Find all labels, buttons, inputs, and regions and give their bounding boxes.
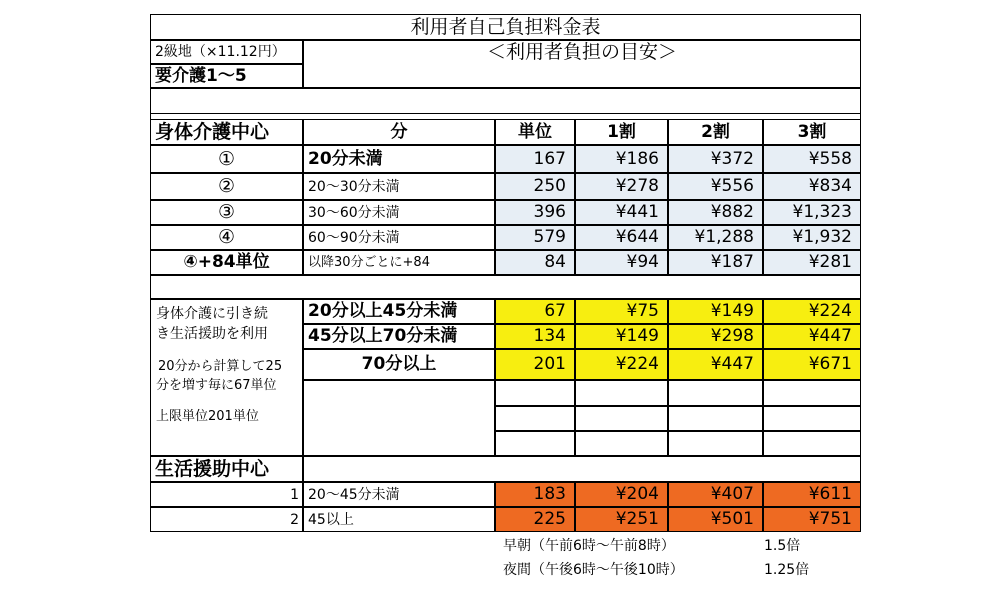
rate3-cell: ¥1,323 bbox=[763, 200, 861, 225]
row-number: ④ bbox=[150, 225, 303, 250]
row-number: ① bbox=[150, 145, 303, 173]
minutes-cell: 45以上 bbox=[303, 507, 495, 532]
combined-label-line2: き生活援助を利用 bbox=[156, 326, 268, 342]
empty-cell bbox=[763, 406, 861, 431]
rate3-cell: ¥281 bbox=[763, 250, 861, 275]
units-cell: 167 bbox=[495, 145, 575, 173]
empty-cell bbox=[668, 431, 763, 456]
minutes-cell: 70分以上 bbox=[303, 349, 495, 380]
minutes-cell: 20分未満 bbox=[303, 145, 495, 173]
rate3-cell: ¥558 bbox=[763, 145, 861, 173]
units-header: 単位 bbox=[495, 119, 575, 145]
empty-cell bbox=[668, 406, 763, 431]
rate1-cell: ¥644 bbox=[575, 225, 668, 250]
empty-cell bbox=[575, 406, 668, 431]
rate2-cell: ¥372 bbox=[668, 145, 763, 173]
combined-note-line3: 上限単位201単位 bbox=[156, 409, 259, 424]
row-number: 2 bbox=[150, 507, 303, 532]
rate1-cell: ¥75 bbox=[575, 299, 668, 324]
minutes-header: 分 bbox=[303, 119, 495, 145]
rate1-cell: ¥204 bbox=[575, 482, 668, 507]
minutes-cell: 20〜30分未満 bbox=[303, 173, 495, 200]
rate3-cell: ¥1,932 bbox=[763, 225, 861, 250]
row-number: ③ bbox=[150, 200, 303, 225]
empty-cell bbox=[303, 380, 495, 456]
rate2-cell: ¥501 bbox=[668, 507, 763, 532]
rate3-cell: ¥751 bbox=[763, 507, 861, 532]
rate3-cell: ¥611 bbox=[763, 482, 861, 507]
units-cell: 67 bbox=[495, 299, 575, 324]
combined-label-line1: 身体介護に引き続 bbox=[156, 306, 268, 322]
rate1-cell: ¥224 bbox=[575, 349, 668, 380]
units-cell: 579 bbox=[495, 225, 575, 250]
combined-note-line1: 20分から計算して25 bbox=[158, 359, 283, 374]
minutes-cell: 20〜45分未満 bbox=[303, 482, 495, 507]
spacer-row bbox=[150, 88, 861, 114]
rate1-cell: ¥441 bbox=[575, 200, 668, 225]
category-header: 身体介護中心 bbox=[150, 119, 303, 145]
minutes-cell: 45分以上70分未満 bbox=[303, 324, 495, 349]
empty-cell bbox=[763, 431, 861, 456]
rate2-cell: ¥407 bbox=[668, 482, 763, 507]
minutes-cell: 30〜60分未満 bbox=[303, 200, 495, 225]
minutes-cell: 60〜90分未満 bbox=[303, 225, 495, 250]
combined-note-line2: 分を増す毎に67単位 bbox=[156, 378, 277, 393]
minutes-cell: 20分以上45分未満 bbox=[303, 299, 495, 324]
living-header: 生活援助中心 bbox=[150, 456, 303, 482]
table-title: 利用者自己負担料金表 bbox=[150, 14, 861, 40]
surcharge-early-label: 早朝（午前6時〜午前8時） bbox=[503, 538, 675, 554]
empty-cell bbox=[495, 380, 575, 406]
rate3-cell: ¥447 bbox=[763, 324, 861, 349]
rate1-cell: ¥278 bbox=[575, 173, 668, 200]
rate2-cell: ¥298 bbox=[668, 324, 763, 349]
rate2-cell: ¥1,288 bbox=[668, 225, 763, 250]
units-cell: 84 bbox=[495, 250, 575, 275]
empty-cell bbox=[575, 431, 668, 456]
rate3-header: 3割 bbox=[763, 119, 861, 145]
rate2-cell: ¥447 bbox=[668, 349, 763, 380]
row-number: ④+84単位 bbox=[150, 250, 303, 275]
empty-cell bbox=[575, 380, 668, 406]
empty-cell bbox=[668, 380, 763, 406]
rate2-cell: ¥556 bbox=[668, 173, 763, 200]
minutes-cell: 以降30分ごとに+84 bbox=[303, 250, 495, 275]
rate1-cell: ¥251 bbox=[575, 507, 668, 532]
surcharge-early-rate: 1.5倍 bbox=[764, 538, 801, 554]
rate3-cell: ¥834 bbox=[763, 173, 861, 200]
units-cell: 183 bbox=[495, 482, 575, 507]
rate2-header: 2割 bbox=[668, 119, 763, 145]
rate3-cell: ¥224 bbox=[763, 299, 861, 324]
units-cell: 134 bbox=[495, 324, 575, 349]
rate2-cell: ¥187 bbox=[668, 250, 763, 275]
rate1-cell: ¥149 bbox=[575, 324, 668, 349]
empty-cell bbox=[495, 431, 575, 456]
spacer-row bbox=[150, 275, 861, 299]
rate2-cell: ¥149 bbox=[668, 299, 763, 324]
surcharge-night-rate: 1.25倍 bbox=[764, 562, 810, 578]
rate1-cell: ¥94 bbox=[575, 250, 668, 275]
living-header-blank bbox=[303, 456, 861, 482]
rate1-header: 1割 bbox=[575, 119, 668, 145]
rate3-cell: ¥671 bbox=[763, 349, 861, 380]
units-cell: 201 bbox=[495, 349, 575, 380]
surcharge-night-label: 夜間（午後6時〜午後10時） bbox=[503, 562, 684, 578]
units-cell: 396 bbox=[495, 200, 575, 225]
empty-cell bbox=[495, 406, 575, 431]
empty-cell bbox=[763, 380, 861, 406]
units-cell: 250 bbox=[495, 173, 575, 200]
units-cell: 225 bbox=[495, 507, 575, 532]
row-number: ② bbox=[150, 173, 303, 200]
rate1-cell: ¥186 bbox=[575, 145, 668, 173]
subtitle: ＜利用者負担の目安＞ bbox=[303, 40, 861, 88]
row-number: 1 bbox=[150, 482, 303, 507]
care-level-label: 要介護1〜5 bbox=[150, 64, 303, 88]
rate2-cell: ¥882 bbox=[668, 200, 763, 225]
region-label: 2級地（×11.12円） bbox=[150, 40, 303, 64]
